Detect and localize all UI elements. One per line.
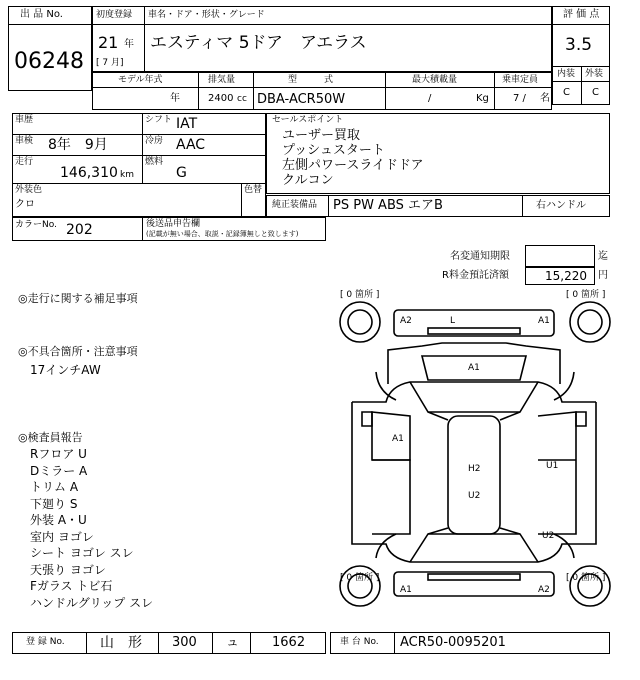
details-box — [12, 113, 266, 217]
inspector-item: 天張り ヨゴレ — [30, 562, 106, 577]
displacement-label: 排気量 — [208, 75, 236, 85]
history-label: 車歴 — [15, 115, 34, 125]
exterior-grade: C — [592, 87, 599, 98]
count-top-left: [ 0 箇所 ] — [340, 290, 380, 300]
capacity: 7 / — [513, 93, 526, 104]
reg-area: 山 形 — [100, 635, 142, 651]
mark-front-a2: A2 — [400, 316, 412, 326]
selling-point-item: プッシュスタート — [282, 143, 385, 158]
ext-color: クロ — [15, 199, 35, 210]
first-reg-year: 21 — [98, 33, 119, 52]
inspector-item: Rフロア U — [30, 447, 87, 461]
mark-hood: A1 — [468, 363, 480, 373]
color-no: 202 — [66, 222, 93, 238]
mark-rear-a1: A1 — [400, 585, 412, 595]
mark-roof-u2: U2 — [468, 491, 481, 501]
selling-point-item: ユーザー買取 — [282, 128, 361, 143]
capacity-unit: 名 — [540, 93, 550, 104]
selling-point-item: クルコン — [282, 173, 334, 188]
reg-kana: ュ — [226, 635, 240, 650]
docs-label: 後送品申告欄 — [146, 219, 201, 229]
car-name: エスティマ 5ドア アエラス — [150, 33, 367, 53]
equipment-value: PS PW ABS エアB — [333, 198, 443, 213]
selling-points-label: セールスポイント — [272, 115, 344, 125]
mark-front-l: L — [450, 316, 456, 326]
mark-left-side: A1 — [392, 434, 404, 444]
model-year-unit: 年 — [170, 93, 180, 104]
lot-no: 06248 — [14, 49, 84, 74]
mark-rear-a2: A2 — [538, 585, 550, 595]
interior-label: 内装 — [557, 69, 576, 79]
equipment-label: 純正装備品 — [272, 200, 318, 210]
shift: IAT — [176, 116, 198, 132]
car-name-label: 車名・ドア・形状・グレード — [148, 10, 265, 20]
inspection-label: 車検 — [15, 136, 34, 146]
inspector-item: Fガラス トビ石 — [30, 579, 113, 593]
name-change-box — [525, 245, 595, 267]
model-code: DBA-ACR50W — [257, 92, 346, 107]
count-bottom-left: [ 0 箇所 ] — [340, 573, 380, 583]
inspector-report-list — [30, 446, 153, 611]
docs-note: (記載が無い場合、取説・記録簿無しと致します) — [146, 230, 299, 238]
reg-class: 300 — [172, 635, 197, 650]
chassis-label: 車 台 No. — [340, 637, 379, 647]
color-no-label: カラーNo. — [15, 220, 57, 230]
mark-right-rear: U2 — [542, 531, 555, 541]
inspector-item: ハンドルグリップ スレ — [30, 595, 154, 610]
mark-roof-h2: H2 — [468, 464, 481, 474]
driving-notes-label: ◎走行に関する補足事項 — [18, 292, 138, 305]
defects-label: ◎不具合箇所・注意事項 — [18, 345, 138, 358]
count-top-right: [ 0 箇所 ] — [566, 290, 606, 300]
defect-item: 17インチAW — [30, 363, 101, 377]
mileage-label: 走行 — [15, 157, 34, 167]
mark-right-side: U1 — [546, 461, 559, 471]
inspector-item: Dミラー A — [30, 463, 88, 478]
inspector-item: 下廻り S — [30, 496, 78, 511]
name-change-unit: 迄 — [598, 251, 608, 262]
ac-label: 冷房 — [145, 136, 164, 146]
reg-number: 1662 — [272, 635, 306, 650]
inspector-item: トリム A — [30, 480, 79, 494]
handle-position: 右ハンドル — [536, 200, 586, 211]
ext-color-label: 外装色 — [15, 185, 43, 195]
score-label: 評 価 点 — [563, 9, 600, 20]
year-unit: 年 — [124, 39, 134, 50]
ac: AAC — [176, 137, 206, 153]
mileage-unit: km — [120, 170, 134, 180]
fuel: G — [176, 165, 187, 181]
exterior-label: 外装 — [585, 69, 604, 79]
inspector-item: 外装 A・U — [30, 513, 87, 527]
score: 3.5 — [565, 35, 593, 55]
model-year-label: モデル年式 — [118, 75, 163, 85]
inspector-label: ◎検査員報告 — [18, 431, 83, 444]
displacement: 2400 — [208, 93, 234, 104]
load-unit: Kg — [476, 93, 489, 104]
inspector-item: シート ヨゴレ スレ — [30, 546, 134, 560]
reg-no-label: 登 録 No. — [26, 637, 65, 647]
count-bottom-right: [ 0 箇所 ] — [566, 573, 606, 583]
first-reg-label: 初度登録 — [96, 10, 133, 20]
capacity-label: 乗車定員 — [502, 75, 539, 85]
mileage: 146,310 — [60, 165, 118, 181]
displacement-unit: cc — [237, 94, 247, 104]
color-change-label: 色替 — [244, 185, 263, 195]
first-reg-month: [ 7 月] — [96, 58, 124, 68]
recycle-unit: 円 — [598, 270, 608, 281]
inspection: 8年 9月 — [48, 137, 108, 153]
vehicle-damage-diagram — [338, 288, 612, 628]
recycle-label: R料金預託済額 — [442, 270, 509, 281]
interior-grade: C — [563, 87, 570, 98]
lot-no-label: 出 品 No. — [20, 9, 63, 20]
recycle-value: 15,220 — [545, 269, 587, 283]
max-load-label: 最大積載量 — [412, 75, 458, 85]
chassis-no: ACR50-0095201 — [400, 635, 506, 650]
fuel-label: 燃料 — [145, 157, 164, 167]
load-slash: / — [428, 93, 432, 104]
model-code-label: 型 式 — [288, 75, 334, 85]
name-change-label: 名変通知期限 — [450, 251, 510, 262]
shift-label: シフト — [145, 115, 173, 125]
inspector-item: 室内 ヨゴレ — [30, 529, 94, 544]
selling-point-item: 左側パワースライドドア — [282, 158, 424, 173]
mark-front-a1: A1 — [538, 316, 550, 326]
